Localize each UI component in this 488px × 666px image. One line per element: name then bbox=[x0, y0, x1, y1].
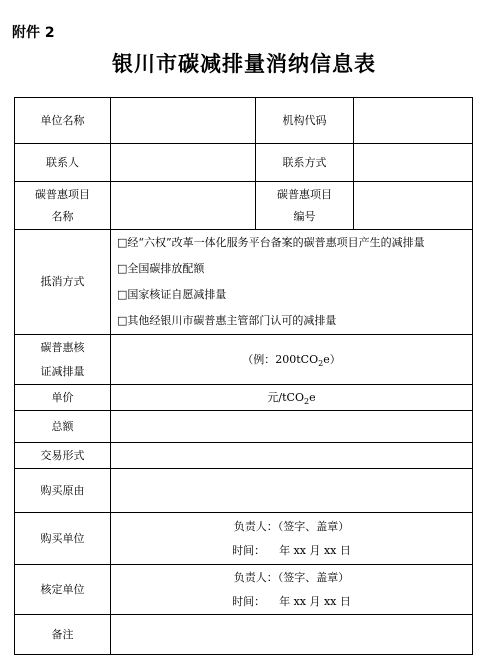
offset-method-label: 抵消方式 bbox=[15, 230, 111, 335]
project-no-label-line1: 碳普惠项目 bbox=[277, 187, 332, 201]
remarks-field[interactable] bbox=[111, 615, 473, 655]
project-name-label bbox=[15, 182, 111, 230]
unit-price-field[interactable] bbox=[111, 385, 473, 411]
unit-price-suffix: e bbox=[309, 390, 316, 404]
unit-price-prefix: 元/tCO bbox=[267, 390, 304, 404]
certified-example-prefix: （例：200tCO bbox=[242, 352, 319, 366]
row-unit-name bbox=[15, 98, 473, 144]
row-project bbox=[15, 182, 473, 230]
verifier-time: 时间： 年 xx 月 xx 日 bbox=[232, 594, 351, 608]
row-certified bbox=[15, 335, 473, 385]
verifier-signature-field[interactable] bbox=[111, 565, 473, 615]
unit-name-label: 单位名称 bbox=[15, 98, 111, 144]
contact-method-label: 联系方式 bbox=[256, 144, 354, 182]
row-purchase-reason bbox=[15, 469, 473, 513]
certified-example-suffix: e） bbox=[323, 352, 341, 366]
offset-option-other-checkbox[interactable]: □其他经银川市碳普惠主管部门认可的减排量 bbox=[117, 314, 337, 327]
offset-option-ccer-checkbox[interactable]: □国家核证自愿减排量 bbox=[117, 288, 227, 301]
total-field[interactable] bbox=[111, 411, 473, 443]
row-total bbox=[15, 411, 473, 443]
verifier-person: 负责人：（签字、盖章） bbox=[233, 570, 350, 584]
offset-option-platform-checkbox[interactable]: □经“六权”改革一体化服务平台备案的碳普惠项目产生的减排量 bbox=[117, 236, 425, 249]
org-code-label: 机构代码 bbox=[256, 98, 354, 144]
row-contact bbox=[15, 144, 473, 182]
remarks-label: 备注 bbox=[15, 615, 111, 655]
project-name-label-line2: 名称 bbox=[51, 209, 74, 223]
offset-option-national-quota-checkbox[interactable]: □全国碳排放配额 bbox=[117, 262, 205, 275]
purchaser-label: 购买单位 bbox=[15, 513, 111, 565]
contact-label: 联系人 bbox=[15, 144, 111, 182]
project-no-label bbox=[256, 182, 354, 230]
row-offset-method bbox=[15, 230, 473, 335]
row-remarks bbox=[15, 615, 473, 655]
contact-field[interactable] bbox=[111, 144, 256, 182]
row-trade-form bbox=[15, 443, 473, 469]
info-form-table bbox=[14, 97, 473, 655]
certified-label bbox=[15, 335, 111, 385]
purchase-reason-label: 购买原由 bbox=[15, 469, 111, 513]
row-purchaser bbox=[15, 513, 473, 565]
project-name-field[interactable] bbox=[111, 182, 256, 230]
purchaser-signature-field[interactable] bbox=[111, 513, 473, 565]
certified-field[interactable] bbox=[111, 335, 473, 385]
row-unit-price bbox=[15, 385, 473, 411]
trade-form-field[interactable] bbox=[111, 443, 473, 469]
purchaser-person: 负责人：（签字、盖章） bbox=[233, 519, 350, 533]
offset-options bbox=[111, 230, 473, 335]
contact-method-field[interactable] bbox=[354, 144, 473, 182]
project-name-label-line1: 碳普惠项目 bbox=[35, 187, 90, 201]
org-code-field[interactable] bbox=[354, 98, 473, 144]
total-label: 总额 bbox=[15, 411, 111, 443]
purchase-reason-field[interactable] bbox=[111, 469, 473, 513]
purchaser-time: 时间： 年 xx 月 xx 日 bbox=[232, 543, 351, 557]
row-verifier bbox=[15, 565, 473, 615]
unit-price-label: 单价 bbox=[15, 385, 111, 411]
unit-name-field[interactable] bbox=[111, 98, 256, 144]
trade-form-label: 交易形式 bbox=[15, 443, 111, 469]
project-no-label-line2: 编号 bbox=[293, 209, 316, 223]
project-no-field[interactable] bbox=[354, 182, 473, 230]
verifier-label: 核定单位 bbox=[15, 565, 111, 615]
certified-label-line2: 证减排量 bbox=[40, 364, 85, 378]
page-title: 银川市碳减排量消纳信息表 bbox=[112, 51, 376, 76]
certified-example-sub: 2 bbox=[318, 358, 324, 368]
unit-price-sub: 2 bbox=[303, 396, 310, 406]
appendix-label: 附件 2 bbox=[12, 25, 55, 41]
certified-label-line1: 碳普惠核 bbox=[40, 340, 85, 354]
